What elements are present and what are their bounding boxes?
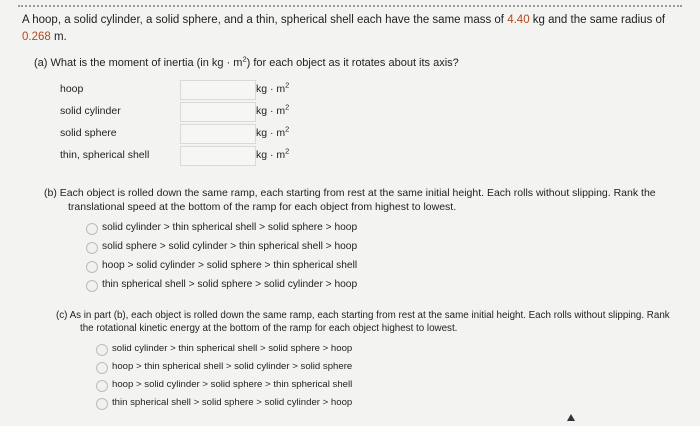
thin-shell-inertia-input[interactable] xyxy=(180,146,256,166)
radio-circle-icon[interactable] xyxy=(96,380,108,392)
part-a-prompt-end: ) for each object as it rotates about its axis? xyxy=(246,57,459,69)
part-c xyxy=(56,309,676,335)
unit-base: kg · m xyxy=(256,83,286,95)
radio-circle-icon[interactable] xyxy=(86,280,98,292)
question-text-2: kg and the same radius of xyxy=(529,14,666,26)
row-thin-spherical-shell xyxy=(60,146,320,166)
radio-circle-icon[interactable] xyxy=(96,344,108,356)
question-text-3: m. xyxy=(50,31,67,43)
radio-circle-icon[interactable] xyxy=(86,261,98,273)
unit-sup: 2 xyxy=(285,102,290,112)
option-label: thin spherical shell > solid sphere > solid cylinder > hoop xyxy=(102,279,358,290)
hoop-inertia-input[interactable] xyxy=(180,80,256,100)
row-label: hoop xyxy=(60,83,84,95)
unit-label xyxy=(256,102,290,117)
option-label: thin spherical shell > solid sphere > solid cylinder > hoop xyxy=(112,397,353,408)
part-a-prompt xyxy=(34,54,459,69)
question-statement xyxy=(22,12,682,46)
solid-sphere-inertia-input[interactable] xyxy=(180,124,256,144)
unit-label xyxy=(256,80,290,95)
option-label: hoop > solid cylinder > solid sphere > thin spherical shell xyxy=(102,260,358,271)
unit-base: kg · m xyxy=(256,105,286,117)
radio-circle-icon[interactable] xyxy=(86,223,98,235)
radius-value: 0.268 xyxy=(22,31,51,43)
mass-value: 4.40 xyxy=(507,14,530,26)
row-label: solid cylinder xyxy=(60,105,121,117)
unit-sup: 2 xyxy=(285,124,290,134)
unit-label xyxy=(256,124,290,139)
unit-base: kg · m xyxy=(256,127,286,139)
radio-circle-icon[interactable] xyxy=(86,242,98,254)
part-a-prompt-text: (a) What is the moment of inertia (in kg · m xyxy=(34,57,243,69)
part-c-prompt: (c) As in part (b), each object is rolled down the same ramp, each starting from rest at the same initial height. Each rolls without slipping. Rank the rotational kinetic energy at the bottom of the ramp for each object highest to lowest. xyxy=(56,310,670,334)
question-text-1: A hoop, a solid cylinder, a solid sphere, and a thin, spherical shell each have the same mass of xyxy=(22,14,508,26)
radio-circle-icon[interactable] xyxy=(96,398,108,410)
unit-sup: 2 xyxy=(285,80,290,90)
row-label: thin, spherical shell xyxy=(60,149,150,161)
option-label: hoop > thin spherical shell > solid cylinder > solid sphere xyxy=(112,361,353,372)
radio-circle-icon[interactable] xyxy=(96,362,108,374)
option-label: solid cylinder > thin spherical shell > solid sphere > hoop xyxy=(102,222,358,233)
unit-sup: 2 xyxy=(285,146,290,156)
row-hoop xyxy=(60,80,320,100)
option-label: hoop > solid cylinder > solid sphere > thin spherical shell xyxy=(112,379,353,390)
part-a-prompt-sup: 2 xyxy=(242,54,247,64)
row-label: solid sphere xyxy=(60,127,117,139)
option-label: solid sphere > solid cylinder > thin spherical shell > hoop xyxy=(102,241,358,252)
part-b xyxy=(44,186,684,214)
row-solid-cylinder xyxy=(60,102,320,122)
unit-base: kg · m xyxy=(256,149,286,161)
dotted-divider xyxy=(18,5,682,7)
solid-cylinder-inertia-input[interactable] xyxy=(180,102,256,122)
mouse-pointer-icon xyxy=(567,414,575,421)
part-b-prompt: (b) Each object is rolled down the same ramp, each starting from rest at the same initial height. Each rolls without slipping. Rank the translational speed at the bottom of the ramp for each object from highest to lowest. xyxy=(44,187,656,213)
option-label: solid cylinder > thin spherical shell > solid sphere > hoop xyxy=(112,343,353,354)
unit-label xyxy=(256,146,290,161)
row-solid-sphere xyxy=(60,124,320,144)
